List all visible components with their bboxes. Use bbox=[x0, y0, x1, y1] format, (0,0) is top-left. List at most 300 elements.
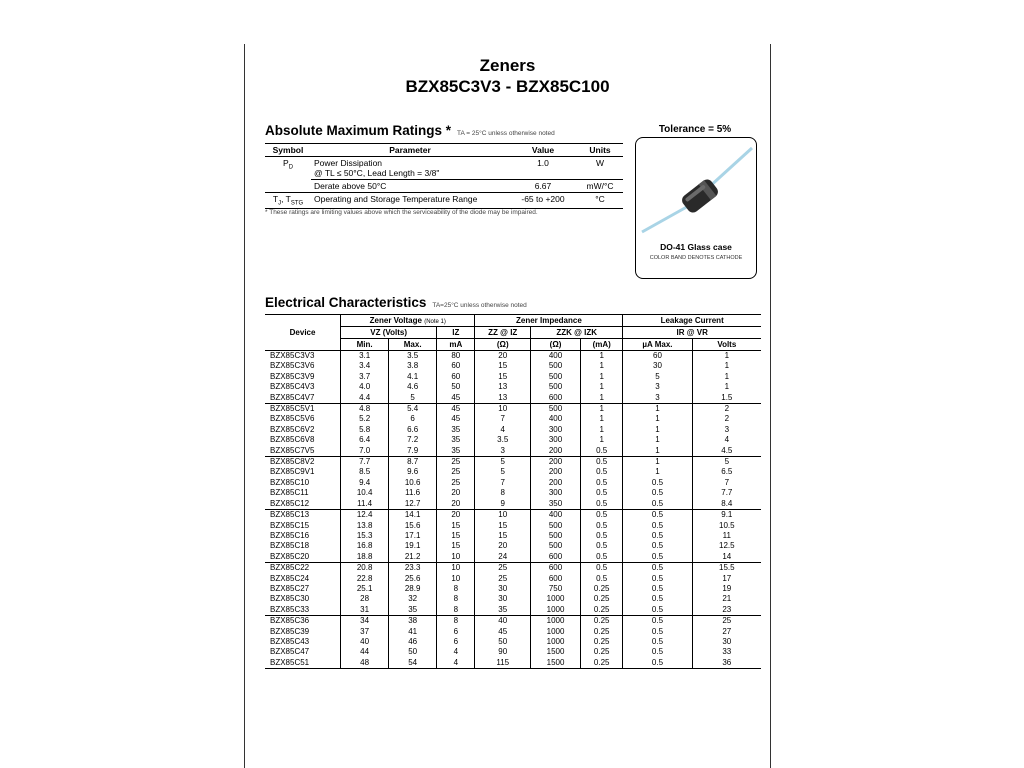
ec-row bbox=[265, 637, 761, 647]
amr-parameter: Derate above 50°C bbox=[311, 180, 509, 193]
ec-value-cell: 0.5 bbox=[623, 605, 692, 616]
ec-device-cell: BZX85C8V2 bbox=[265, 457, 341, 468]
ec-row bbox=[265, 594, 761, 604]
ec-value-cell: 8 bbox=[437, 605, 475, 616]
ec-value-cell: 15.5 bbox=[719, 563, 735, 573]
ec-value-cell: 25 bbox=[475, 574, 531, 584]
ec-value-cell: 0.25 bbox=[581, 584, 623, 594]
ec-value-cell: 5.2 bbox=[341, 414, 389, 424]
ec-device-cell: BZX85C3V3 bbox=[265, 351, 341, 362]
ec-value-cell: 50 bbox=[475, 637, 531, 647]
ec-value-cell: 5 bbox=[389, 393, 437, 404]
ec-value-cell: 1 bbox=[581, 393, 623, 404]
ec-value-cell: 0.5 bbox=[581, 563, 623, 574]
ec-value-cell: 0.25 bbox=[581, 637, 623, 647]
ec-value-cell: 8.5 bbox=[341, 467, 389, 477]
ec-device-cell: BZX85C33 bbox=[265, 605, 341, 616]
ec-value-cell: 50 bbox=[389, 647, 437, 657]
ec-value-cell: 0.5 bbox=[623, 658, 692, 669]
ec-row bbox=[265, 510, 761, 521]
ec-device-cell: BZX85C39 bbox=[265, 627, 341, 637]
ec-unit-header: (Ω) bbox=[475, 339, 531, 351]
ec-value-cell: 12.5 bbox=[719, 541, 735, 551]
amr-value: 1.0 bbox=[537, 158, 549, 168]
ec-value-cell: 6.6 bbox=[389, 425, 437, 435]
case-note: COLOR BAND DENOTES CATHODE bbox=[649, 255, 743, 261]
ec-row bbox=[265, 499, 761, 510]
ec-value-cell: 30 bbox=[722, 636, 732, 646]
ec-value-cell: 4.0 bbox=[341, 382, 389, 392]
ec-value-cell: 80 bbox=[437, 351, 475, 362]
ec-value-cell: 45 bbox=[437, 393, 475, 404]
ec-row bbox=[265, 531, 761, 541]
ec-row bbox=[265, 658, 761, 669]
ec-value-cell: 8 bbox=[437, 584, 475, 594]
amr-symbol: $P_D$ bbox=[283, 158, 293, 171]
ec-value-cell: 1000 bbox=[531, 594, 581, 604]
ec-value-cell: 0.5 bbox=[623, 541, 692, 551]
ec-value-cell: 600 bbox=[531, 563, 581, 574]
ec-value-cell: 9.6 bbox=[389, 467, 437, 477]
ec-unit-header: (Ω) bbox=[531, 339, 581, 351]
ec-value-cell: 350 bbox=[531, 499, 581, 510]
ec-value-cell: 10 bbox=[475, 404, 531, 415]
ec-value-cell: 1000 bbox=[531, 616, 581, 627]
ec-device-cell: BZX85C36 bbox=[265, 616, 341, 627]
ec-value-cell: 7.7 bbox=[341, 457, 389, 468]
ec-col-zener-impedance: Zener Impedance bbox=[475, 315, 623, 327]
ec-value-cell: 3 bbox=[724, 424, 730, 434]
ec-value-cell: 1 bbox=[581, 382, 623, 392]
ec-value-cell: 6.4 bbox=[341, 435, 389, 445]
amr-units: W bbox=[595, 158, 605, 168]
ec-device-cell: BZX85C20 bbox=[265, 552, 341, 563]
ec-value-cell: 11.6 bbox=[389, 488, 437, 498]
ec-device-cell: BZX85C5V6 bbox=[265, 414, 341, 424]
ec-value-cell: 10.5 bbox=[719, 520, 735, 530]
ec-device-cell: BZX85C11 bbox=[265, 488, 341, 498]
ec-col-leakage: Leakage Current bbox=[623, 315, 761, 327]
ec-row bbox=[265, 627, 761, 637]
ec-value-cell: 11 bbox=[722, 530, 731, 540]
ec-value-cell: 16.8 bbox=[341, 541, 389, 551]
ec-row bbox=[265, 563, 761, 574]
amr-col-parameter: Parameter bbox=[311, 144, 509, 157]
ec-device-cell: BZX85C4V3 bbox=[265, 382, 341, 392]
ec-value-cell: 500 bbox=[531, 531, 581, 541]
ec-device-cell: BZX85C3V9 bbox=[265, 372, 341, 382]
ec-value-cell: 750 bbox=[531, 584, 581, 594]
ec-value-cell: 4.4 bbox=[341, 393, 389, 404]
ec-value-cell: 36 bbox=[692, 658, 761, 669]
ec-value-cell: 115 bbox=[475, 658, 531, 669]
ec-value-cell: 4.6 bbox=[389, 382, 437, 392]
ec-value-cell: 50 bbox=[437, 382, 475, 392]
ec-value-cell: 1 bbox=[724, 361, 730, 371]
ec-value-cell: 4 bbox=[724, 435, 730, 445]
ec-value-cell: 300 bbox=[531, 425, 581, 435]
ec-value-cell: 30 bbox=[475, 594, 531, 604]
ec-value-cell: 13 bbox=[475, 382, 531, 392]
ec-device-cell: BZX85C27 bbox=[265, 584, 341, 594]
ec-value-cell: 8 bbox=[475, 488, 531, 498]
ec-value-cell: 6 bbox=[389, 414, 437, 424]
ec-value-cell: 0.25 bbox=[581, 647, 623, 657]
tolerance-label: Tolerance = 5% bbox=[658, 124, 732, 135]
ec-unit-header: Max. bbox=[389, 339, 437, 351]
ec-value-cell: 1 bbox=[581, 425, 623, 435]
ec-value-cell: 15.3 bbox=[341, 531, 389, 541]
ec-value-cell: 1 bbox=[581, 372, 623, 382]
ec-value-cell: 4 bbox=[437, 658, 475, 669]
ec-value-cell: 300 bbox=[531, 435, 581, 445]
ec-value-cell: 27 bbox=[722, 626, 732, 636]
ec-value-cell: 0.5 bbox=[581, 499, 623, 510]
ec-value-cell: 60 bbox=[437, 372, 475, 382]
ec-value-cell: 500 bbox=[531, 372, 581, 382]
ec-device-cell: BZX85C43 bbox=[265, 637, 341, 647]
ec-value-cell: 0.5 bbox=[623, 563, 692, 574]
ec-value-cell: 0.5 bbox=[581, 478, 623, 488]
ec-device-cell: BZX85C9V1 bbox=[265, 467, 341, 477]
ec-unit-header: Min. bbox=[341, 339, 389, 351]
ec-unit-header: (mA) bbox=[581, 339, 623, 351]
ec-value-cell: 0.5 bbox=[623, 627, 692, 637]
ec-value-cell: 0.5 bbox=[581, 574, 623, 584]
ec-value-cell: 15 bbox=[475, 372, 531, 382]
ec-value-cell: 25.1 bbox=[341, 584, 389, 594]
amr-units: mW/°C bbox=[577, 180, 623, 193]
ec-value-cell: 300 bbox=[531, 488, 581, 498]
ec-value-cell: 10 bbox=[475, 510, 531, 521]
ec-device-cell: BZX85C15 bbox=[265, 521, 341, 531]
doc-title: Zeners bbox=[479, 56, 536, 75]
ec-row bbox=[265, 404, 761, 415]
ec-value-cell: 500 bbox=[531, 404, 581, 415]
ec-value-cell: 10.4 bbox=[341, 488, 389, 498]
ec-row bbox=[265, 361, 761, 371]
amr-footnote: * These ratings are limiting values above which the serviceability of the diode may be impaired. bbox=[265, 209, 538, 216]
ec-value-cell: 0.5 bbox=[623, 521, 692, 531]
ec-value-cell: 23 bbox=[692, 605, 761, 616]
ec-value-cell: 19.1 bbox=[389, 541, 437, 551]
case-title: DO-41 Glass case bbox=[660, 242, 732, 252]
ec-value-cell: 15 bbox=[437, 531, 475, 541]
ec-row bbox=[265, 541, 761, 551]
ec-value-cell: 0.25 bbox=[581, 605, 623, 616]
amr-units: °C bbox=[577, 193, 623, 209]
ec-value-cell: 0.25 bbox=[581, 658, 623, 669]
ec-value-cell: 48 bbox=[341, 658, 389, 669]
ec-value-cell: 0.25 bbox=[581, 616, 623, 627]
ec-value-cell: 15 bbox=[475, 531, 531, 541]
ec-device-cell: BZX85C10 bbox=[265, 478, 341, 488]
ec-value-cell: 3.8 bbox=[389, 361, 437, 371]
amr-table bbox=[265, 143, 623, 209]
ec-value-cell: 25.6 bbox=[389, 574, 437, 584]
ec-value-cell: 7.0 bbox=[341, 446, 389, 457]
amr-symbol: $T_J$, $T_{STG}$ bbox=[265, 193, 311, 209]
ec-body bbox=[265, 351, 761, 669]
amr-col-units: Units bbox=[577, 144, 623, 157]
ec-row bbox=[265, 605, 761, 616]
ec-value-cell: 0.5 bbox=[623, 637, 692, 647]
ec-value-cell: 24 bbox=[475, 552, 531, 563]
ec-row bbox=[265, 616, 761, 627]
ec-value-cell: 7.2 bbox=[389, 435, 437, 445]
ec-heading: Electrical Characteristics TA=25°C unless otherwise noted bbox=[265, 295, 527, 310]
ec-value-cell: 5 bbox=[475, 467, 531, 477]
ec-unit-header: mA bbox=[437, 339, 475, 351]
ec-value-cell: 9.4 bbox=[341, 478, 389, 488]
ec-value-cell: 10 bbox=[437, 574, 475, 584]
ec-row bbox=[265, 467, 761, 477]
ec-value-cell: 8 bbox=[437, 616, 475, 627]
ec-col-zzk: ZZK @ IZK bbox=[531, 327, 623, 339]
ec-value-cell: 3.5 bbox=[389, 351, 437, 362]
ec-value-cell: 12.7 bbox=[389, 499, 437, 510]
ec-col-vz: VZ (Volts) bbox=[341, 327, 437, 339]
ec-value-cell: 45 bbox=[437, 404, 475, 415]
ec-value-cell: 21.2 bbox=[389, 552, 437, 563]
ec-value-cell: 0.5 bbox=[623, 616, 692, 627]
ec-value-cell: 20 bbox=[437, 499, 475, 510]
ec-value-cell: 6.5 bbox=[721, 467, 733, 477]
ec-value-cell: 3.7 bbox=[341, 372, 389, 382]
ec-value-cell: 0.5 bbox=[581, 552, 623, 563]
ec-value-cell: 1 bbox=[623, 457, 692, 468]
ec-value-cell: 15 bbox=[437, 541, 475, 551]
ec-value-cell: 0.5 bbox=[623, 584, 692, 594]
ec-row bbox=[265, 584, 761, 594]
ec-value-cell: 0.5 bbox=[623, 647, 692, 657]
ec-value-cell: 8.7 bbox=[389, 457, 437, 468]
ec-value-cell: 4.8 bbox=[341, 404, 389, 415]
ec-col-iz: IZ bbox=[437, 327, 475, 339]
ec-table bbox=[265, 314, 761, 669]
ec-value-cell: 500 bbox=[531, 382, 581, 392]
ec-device-cell: BZX85C6V8 bbox=[265, 435, 341, 445]
ec-device-cell: BZX85C51 bbox=[265, 658, 341, 669]
ec-value-cell: 40 bbox=[341, 637, 389, 647]
ec-value-cell: 0.5 bbox=[623, 488, 692, 498]
ec-value-cell: 0.5 bbox=[623, 594, 692, 604]
ec-value-cell: 30 bbox=[623, 361, 692, 371]
ec-value-cell: 54 bbox=[389, 658, 437, 669]
ec-device-cell: BZX85C4V7 bbox=[265, 393, 341, 404]
ec-row bbox=[265, 457, 761, 468]
ec-row bbox=[265, 393, 761, 404]
ec-value-cell: 35 bbox=[437, 446, 475, 457]
ec-value-cell: 12.4 bbox=[341, 510, 389, 521]
ec-value-cell: 1000 bbox=[531, 627, 581, 637]
ec-device-cell: BZX85C13 bbox=[265, 510, 341, 521]
ec-device-cell: BZX85C47 bbox=[265, 647, 341, 657]
ec-value-cell: 200 bbox=[531, 457, 581, 468]
ec-value-cell: 1 bbox=[724, 351, 730, 360]
ec-value-cell: 25 bbox=[722, 616, 732, 626]
ec-value-cell: 4.5 bbox=[692, 446, 761, 457]
ec-value-cell: 15 bbox=[475, 521, 531, 531]
ec-value-cell: 5.8 bbox=[341, 425, 389, 435]
ec-value-cell: 40 bbox=[475, 616, 531, 627]
ec-value-cell: 500 bbox=[531, 521, 581, 531]
ec-value-cell: 0.5 bbox=[623, 510, 692, 521]
ec-value-cell: 200 bbox=[531, 446, 581, 457]
ec-value-cell: 30 bbox=[475, 584, 531, 594]
ec-row bbox=[265, 552, 761, 563]
ec-value-cell: 0.5 bbox=[581, 446, 623, 457]
ec-value-cell: 2 bbox=[724, 414, 730, 424]
ec-value-cell: 18.8 bbox=[341, 552, 389, 563]
ec-row bbox=[265, 435, 761, 445]
ec-value-cell: 7.7 bbox=[721, 488, 733, 498]
ec-row bbox=[265, 478, 761, 488]
amr-col-value: Value bbox=[509, 144, 577, 157]
ec-col-device: Device bbox=[265, 315, 341, 351]
ec-value-cell: 35 bbox=[389, 605, 437, 616]
ec-value-cell: 5 bbox=[623, 372, 692, 382]
diode-lead-right bbox=[708, 148, 752, 188]
ec-value-cell: 4 bbox=[437, 647, 475, 657]
ec-value-cell: 7.9 bbox=[389, 446, 437, 457]
ec-value-cell: 200 bbox=[531, 467, 581, 477]
ec-value-cell: 400 bbox=[531, 351, 581, 362]
ec-value-cell: 19 bbox=[722, 583, 732, 593]
ec-value-cell: 37 bbox=[341, 627, 389, 637]
ec-value-cell: 0.5 bbox=[623, 552, 692, 563]
ec-value-cell: 4.1 bbox=[389, 372, 437, 382]
ec-value-cell: 500 bbox=[531, 361, 581, 371]
ec-value-cell: 7 bbox=[724, 477, 730, 487]
ec-value-cell: 0.5 bbox=[623, 499, 692, 510]
ec-value-cell: 3.5 bbox=[475, 435, 531, 445]
ec-value-cell: 1 bbox=[581, 361, 623, 371]
ec-value-cell: 23.3 bbox=[389, 563, 437, 574]
ec-device-cell: BZX85C12 bbox=[265, 499, 341, 510]
ec-value-cell: 0.5 bbox=[581, 521, 623, 531]
ec-value-cell: 34 bbox=[341, 616, 389, 627]
ec-value-cell: 0.25 bbox=[581, 627, 623, 637]
ec-value-cell: 9.1 bbox=[721, 510, 733, 520]
ec-value-cell: 9 bbox=[475, 499, 531, 510]
ec-value-cell: 25 bbox=[437, 457, 475, 468]
ec-value-cell: 0.5 bbox=[581, 457, 623, 468]
doc-subtitle: BZX85C3V3 - BZX85C100 bbox=[405, 77, 610, 96]
ec-device-cell: BZX85C30 bbox=[265, 594, 341, 604]
ec-device-cell: BZX85C24 bbox=[265, 574, 341, 584]
package-box bbox=[635, 137, 757, 279]
ec-value-cell: 11.4 bbox=[341, 499, 389, 510]
ec-device-cell: BZX85C5V1 bbox=[265, 404, 341, 415]
amr-heading: Absolute Maximum Ratings * TA = 25°C unless otherwise noted bbox=[265, 123, 555, 138]
ec-value-cell: 0.5 bbox=[581, 467, 623, 477]
ec-value-cell: 35 bbox=[437, 435, 475, 445]
ec-unit-header: µA Max. bbox=[623, 339, 692, 351]
ec-value-cell: 3.1 bbox=[341, 351, 389, 362]
ec-value-cell: 10.6 bbox=[389, 478, 437, 488]
ec-device-cell: BZX85C18 bbox=[265, 541, 341, 551]
amr-row bbox=[265, 193, 623, 209]
ec-value-cell: 20 bbox=[475, 541, 531, 551]
ec-value-cell: 35 bbox=[475, 605, 531, 616]
ec-value-cell: 1 bbox=[581, 414, 623, 424]
ec-value-cell: 1 bbox=[623, 425, 692, 435]
ec-value-cell: 600 bbox=[531, 393, 581, 404]
ec-value-cell: 8 bbox=[437, 594, 475, 604]
ec-device-cell: BZX85C7V5 bbox=[265, 446, 341, 457]
ec-value-cell: 2 bbox=[724, 404, 730, 414]
ec-value-cell: 1500 bbox=[531, 658, 581, 669]
ec-value-cell: 7 bbox=[475, 478, 531, 488]
ec-value-cell: 90 bbox=[475, 647, 531, 657]
ec-value-cell: 14 bbox=[692, 552, 761, 563]
ec-device-cell: BZX85C16 bbox=[265, 531, 341, 541]
ec-row bbox=[265, 382, 761, 392]
ec-value-cell: 20 bbox=[475, 351, 531, 362]
ec-col-irvr: IR @ VR bbox=[623, 327, 761, 339]
ec-value-cell: 1 bbox=[724, 371, 730, 381]
ec-col-zz: ZZ @ IZ bbox=[475, 327, 531, 339]
ec-value-cell: 500 bbox=[531, 541, 581, 551]
ec-value-cell: 60 bbox=[623, 351, 692, 362]
diode-illustration bbox=[636, 140, 756, 240]
ec-value-cell: 25 bbox=[437, 478, 475, 488]
ec-value-cell: 5 bbox=[475, 457, 531, 468]
ec-value-cell: 41 bbox=[389, 627, 437, 637]
ec-value-cell: 46 bbox=[389, 637, 437, 647]
ec-value-cell: 1 bbox=[581, 404, 623, 415]
amr-value: -65 to +200 bbox=[509, 193, 577, 209]
ec-value-cell: 20 bbox=[437, 488, 475, 498]
ec-value-cell: 20.8 bbox=[341, 563, 389, 574]
ec-value-cell: 28.9 bbox=[389, 584, 437, 594]
ec-value-cell: 8.4 bbox=[692, 499, 761, 510]
ec-device-cell: BZX85C6V2 bbox=[265, 425, 341, 435]
amr-row bbox=[265, 180, 623, 193]
ec-value-cell: 5 bbox=[724, 457, 730, 467]
ec-value-cell: 0.25 bbox=[581, 594, 623, 604]
ec-value-cell: 600 bbox=[531, 552, 581, 563]
ec-value-cell: 7 bbox=[475, 414, 531, 424]
ec-row bbox=[265, 574, 761, 584]
ec-value-cell: 0.5 bbox=[581, 531, 623, 541]
ec-value-cell: 3 bbox=[475, 446, 531, 457]
ec-value-cell: 1 bbox=[581, 351, 623, 362]
ec-value-cell: 35 bbox=[437, 425, 475, 435]
ec-value-cell: 0.5 bbox=[581, 488, 623, 498]
ec-value-cell: 1000 bbox=[531, 605, 581, 616]
ec-value-cell: 44 bbox=[341, 647, 389, 657]
ec-value-cell: 13.8 bbox=[341, 521, 389, 531]
ec-value-cell: 32 bbox=[389, 594, 437, 604]
ec-value-cell: 600 bbox=[531, 574, 581, 584]
datasheet-page bbox=[244, 44, 771, 768]
ec-value-cell: 28 bbox=[341, 594, 389, 604]
ec-value-cell: 10 bbox=[437, 563, 475, 574]
ec-value-cell: 1 bbox=[623, 414, 692, 424]
ec-value-cell: 60 bbox=[437, 361, 475, 371]
ec-value-cell: 10 bbox=[437, 552, 475, 563]
ec-unit-header: Volts bbox=[692, 339, 761, 351]
ec-value-cell: 17 bbox=[722, 573, 732, 583]
ec-value-cell: 1 bbox=[623, 435, 692, 445]
ec-value-cell: 0.5 bbox=[623, 574, 692, 584]
ec-value-cell: 1 bbox=[623, 446, 692, 457]
ec-value-cell: 4 bbox=[475, 425, 531, 435]
ec-value-cell: 1 bbox=[581, 435, 623, 445]
ec-value-cell: 15 bbox=[475, 361, 531, 371]
